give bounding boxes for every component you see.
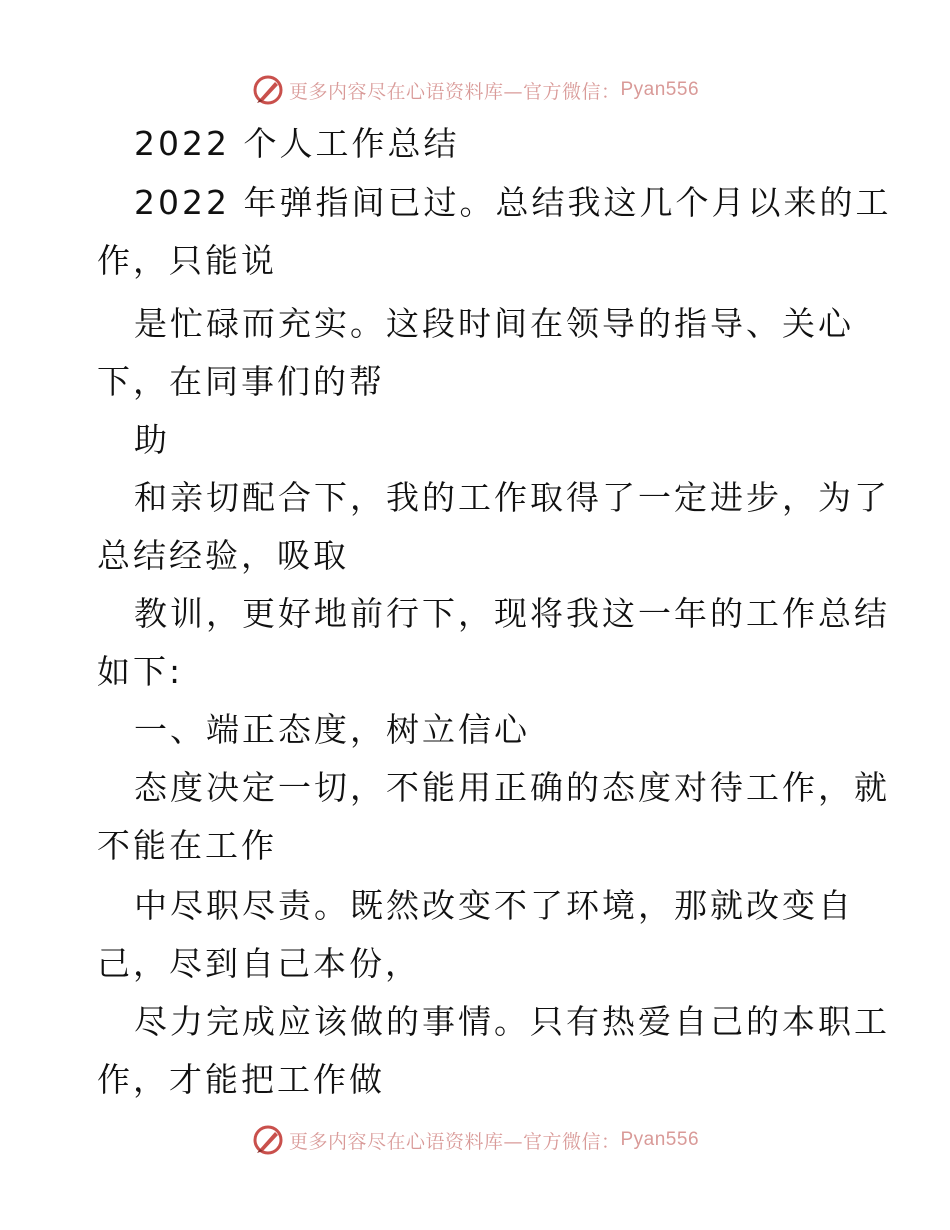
paragraph-line: 作，只能说 bbox=[97, 241, 277, 280]
pen-logo-icon bbox=[251, 1123, 285, 1157]
watermark-wechat-id: Pyan556 bbox=[620, 79, 700, 100]
section-heading: 一、端正态度，树立信心 bbox=[134, 710, 530, 749]
paragraph-line: 下，在同事们的帮 bbox=[97, 362, 385, 401]
paragraph-line: 不能在工作 bbox=[97, 826, 277, 865]
paragraph-line: 态度决定一切，不能用正确的态度对待工作，就 bbox=[134, 768, 890, 807]
paragraph-line: 助 bbox=[134, 420, 170, 459]
paragraph-line: 己，尽到自己本份， bbox=[97, 944, 421, 983]
header-watermark bbox=[0, 70, 950, 110]
watermark-text: 更多内容尽在心语资料库—官方微信： bbox=[288, 1130, 621, 1153]
paragraph-line: 如下: bbox=[97, 652, 184, 691]
watermark-text: 更多内容尽在心语资料库—官方微信： bbox=[288, 80, 621, 103]
paragraph-line: 2022 年弹指间已过。总结我这几个月以来的工 bbox=[134, 183, 892, 222]
paragraph-line: 和亲切配合下，我的工作取得了一定进步，为了 bbox=[134, 478, 890, 517]
document-title: 2022 个人工作总结 bbox=[134, 124, 460, 163]
paragraph-line: 是忙碌而充实。这段时间在领导的指导、关心 bbox=[134, 304, 854, 343]
pen-logo-icon bbox=[251, 73, 285, 107]
footer-watermark bbox=[0, 1120, 950, 1160]
paragraph-line: 中尽职尽责。既然改变不了环境，那就改变自 bbox=[134, 886, 854, 925]
paragraph-line: 总结经验，吸取 bbox=[97, 536, 349, 575]
paragraph-line: 尽力完成应该做的事情。只有热爱自己的本职工 bbox=[134, 1002, 890, 1041]
paragraph-line: 教训，更好地前行下，现将我这一年的工作总结 bbox=[134, 594, 890, 633]
watermark-wechat-id: Pyan556 bbox=[620, 1129, 700, 1150]
paragraph-line: 作，才能把工作做 bbox=[97, 1060, 385, 1099]
